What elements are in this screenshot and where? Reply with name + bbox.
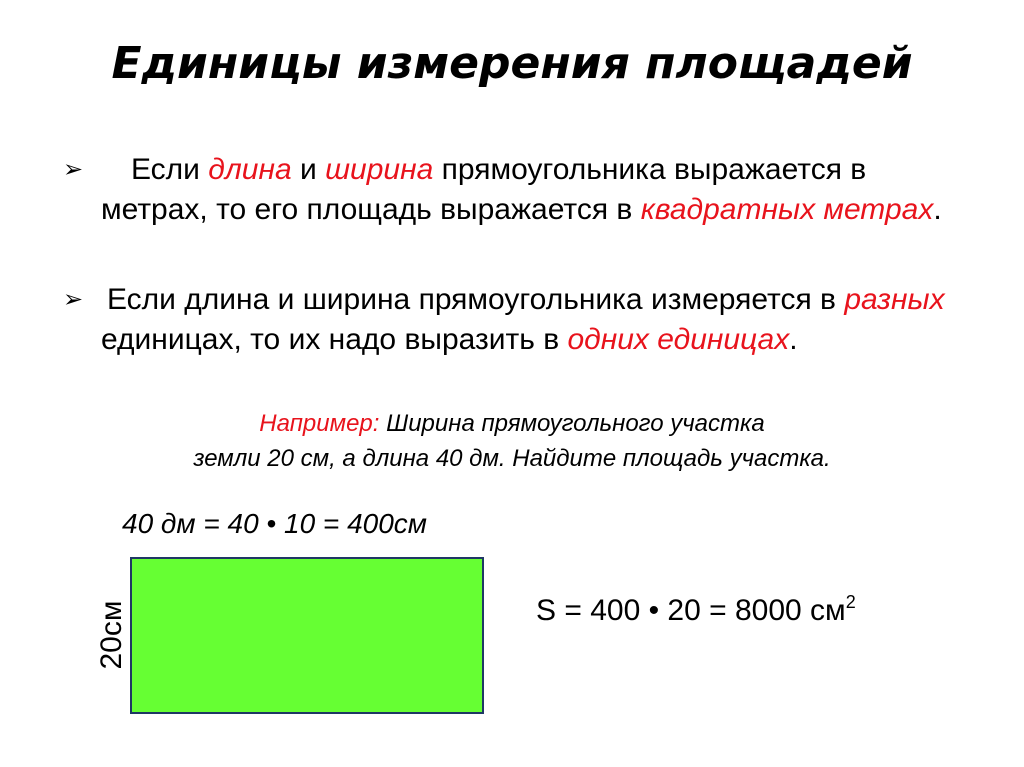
example-text: Ширина прямоугольного участка (379, 410, 765, 437)
area-formula (536, 592, 856, 628)
arrow-bullet-icon: ➢ (63, 286, 84, 313)
bullet-1-highlight-square-meters: квадратных метрах (640, 193, 934, 226)
bullet-1-text-part: . (933, 193, 942, 226)
bullet-1-text-part: и (291, 153, 326, 186)
area-exponent: 2 (845, 592, 856, 612)
bullet-1-highlight-width: ширина (325, 153, 434, 186)
bullet-2-text-part: . (789, 323, 798, 356)
bullet-1-text-part: прямоугольника выражается в метрах, то его площадь выражается в (101, 153, 867, 226)
bullet-1-highlight-length: длина (208, 153, 292, 186)
bullet-1-text (101, 150, 961, 230)
slide-title: Единицы измерения площадей (111, 38, 913, 89)
bullet-2-text-part: единицах, то их надо выразить в (101, 323, 568, 356)
arrow-bullet-icon: ➢ (63, 156, 84, 183)
plot-rectangle (130, 557, 484, 714)
unit-conversion: 40 дм = 40 • 10 = 400см (122, 508, 427, 539)
bullet-2-text (101, 280, 961, 360)
bullet-2-text-part: Если длина и ширина прямоугольника измеряется в (107, 283, 845, 316)
example-line-1 (0, 408, 1024, 440)
area-formula-text: S = 400 • 20 = 8000 см (536, 594, 846, 627)
bullet-2-highlight-same-units: одних единицах (567, 323, 790, 356)
example-line-2: земли 20 см, а длина 40 дм. Найдите площадь участка. (193, 445, 831, 472)
example-lead: Например: (259, 410, 380, 437)
rect-width-label: 20см (95, 600, 128, 670)
bullet-2-highlight-different: разных (844, 283, 945, 316)
bullet-1-text-part: Если (131, 153, 209, 186)
